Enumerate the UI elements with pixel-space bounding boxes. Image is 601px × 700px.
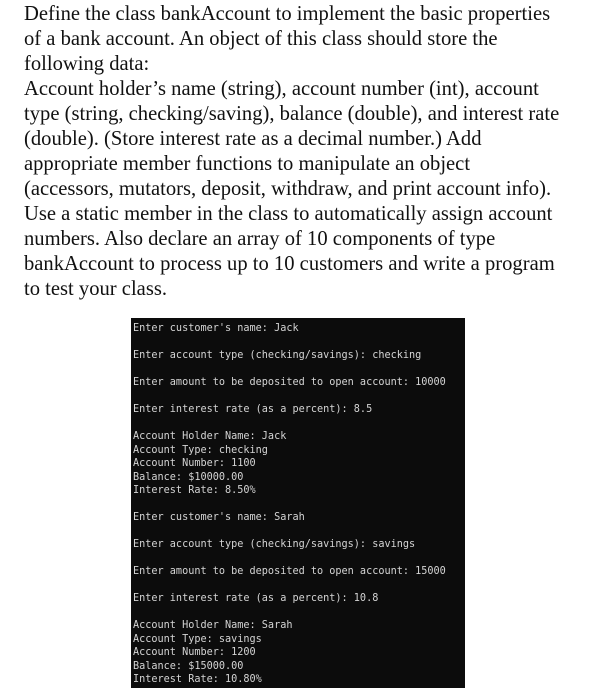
account-type-prompt: Enter account type (checking/savings): savings <box>133 539 416 550</box>
account-type-line: Account Type: savings <box>133 633 262 645</box>
account-holder-line: Account Holder Name: Jack <box>133 431 287 442</box>
problem-line: of a bank account. An object of this class should store the <box>24 28 498 50</box>
blank-line <box>133 552 465 566</box>
problem-line: appropriate member functions to manipulate an object <box>24 153 471 175</box>
problem-line: type (string, checking/saving), balance (double), and interest rate <box>24 103 560 125</box>
deposit-prompt: Enter amount to be deposited to open account: 10000 <box>133 377 446 388</box>
console-output <box>131 318 465 688</box>
problem-line: Account holder’s name (string), account number (int), account <box>24 78 539 100</box>
problem-line: to test your class. <box>24 278 167 300</box>
account-holder-line: Account Holder Name: Sarah <box>133 620 293 631</box>
problem-line: following data: <box>24 53 150 75</box>
customer-name-prompt: Enter customer's name: Jack <box>133 323 299 334</box>
interest-rate-prompt: Enter interest rate (as a percent): 8.5 <box>133 404 373 415</box>
blank-line <box>133 498 465 512</box>
interest-rate-line: Interest Rate: 10.80% <box>133 674 262 685</box>
blank-line <box>133 606 465 620</box>
blank-line <box>133 417 465 431</box>
account-number-line: Account Number: 1100 <box>133 458 256 469</box>
account-number-line: Account Number: 1200 <box>133 647 256 658</box>
blank-line <box>133 579 465 593</box>
blank-line <box>133 390 465 404</box>
balance-line: Balance: $10000.00 <box>133 471 244 483</box>
problem-line: (accessors, mutators, deposit, withdraw, and print account info). <box>24 178 552 200</box>
problem-line: bankAccount to process up to 10 customers and write a program <box>24 253 555 275</box>
blank-line <box>133 363 465 377</box>
account-type-line: Account Type: checking <box>133 444 268 456</box>
blank-line <box>133 525 465 539</box>
balance-line: Balance: $15000.00 <box>133 660 244 672</box>
interest-rate-line: Interest Rate: 8.50% <box>133 485 256 496</box>
problem-line: numbers. Also declare an array of 10 components of type <box>24 228 496 250</box>
blank-line <box>133 336 465 350</box>
customer-name-prompt: Enter customer's name: Sarah <box>133 512 305 523</box>
account-type-prompt: Enter account type (checking/savings): checking <box>133 350 422 361</box>
deposit-prompt: Enter amount to be deposited to open account: 15000 <box>133 566 446 577</box>
problem-line: (double). (Store interest rate as a decimal number.) Add <box>24 128 482 150</box>
interest-rate-prompt: Enter interest rate (as a percent): 10.8 <box>133 593 379 604</box>
problem-line: Use a static member in the class to automatically assign account <box>24 203 553 225</box>
problem-line: Define the class bankAccount to implement the basic properties <box>24 3 551 25</box>
problem-statement <box>24 2 584 302</box>
